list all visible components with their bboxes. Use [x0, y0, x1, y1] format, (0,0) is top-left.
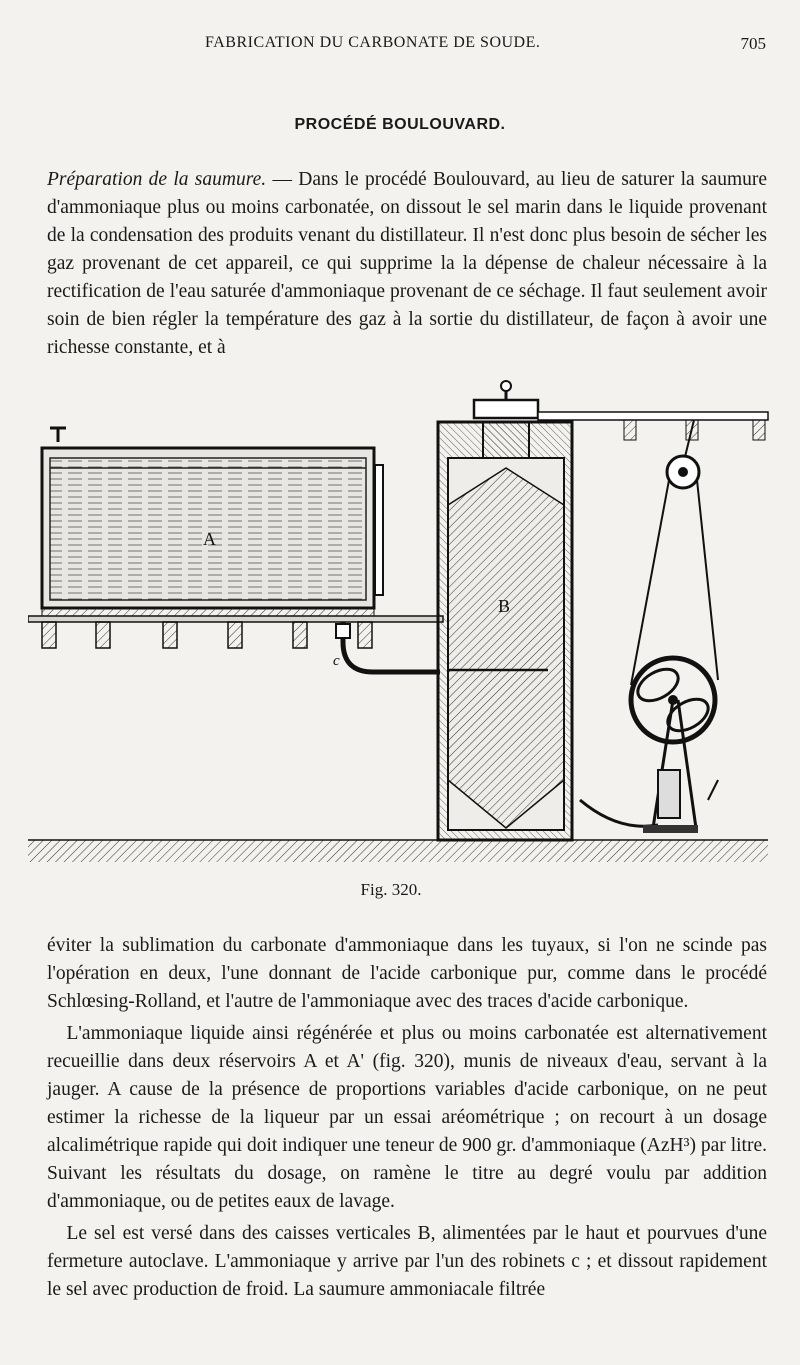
reservoir-a: [42, 428, 383, 616]
support-frame: [28, 616, 443, 648]
label-b: B: [498, 596, 511, 616]
figure-320: [28, 380, 773, 880]
apparatus-illustration: [28, 380, 773, 880]
paragraph: Le sel est versé dans des caisses verticales B, alimentées par le haut et pourvues d'une fermeture autoclave. L'ammoniaque y arrive par l'un des robinets c ; et dissout rapidement le sel avec production de froid. La saumure ammoniacale filtrée: [47, 1223, 767, 1300]
ground: [28, 840, 768, 862]
figure-caption-text: Fig. 320.: [360, 880, 422, 899]
label-c: c: [333, 653, 340, 669]
running-head: [0, 34, 800, 58]
text-block-bottom: [47, 932, 767, 1304]
section-heading: PROCÉDÉ BOULOUVARD.: [294, 116, 506, 133]
paragraph-text: — Dans le procédé Boulouvard, au lieu de saturer la saumure d'ammoniaque plus ou moins carbonatée, on dissout le sel marin dans le liquide provenant de la condensation des produits venant du distillateur. Il n'est donc plus besoin de sécher les gaz provenant de cet appareil, ce qui supprime la la dépense de chaleur nécessaire à la rectification de l'eau saturée d'ammoniaque provenant de ce séchage. Il faut seulement avoir soin de bien régler la température des gaz à la sortie du distillateur, de façon à avoir une richesse constante, et à: [47, 169, 768, 358]
pipe-valve-c: [333, 622, 440, 672]
text-block-top: [47, 166, 767, 362]
page-number: 705: [740, 34, 766, 53]
paragraph: [47, 166, 767, 362]
pump-flywheel: [580, 658, 718, 833]
paragraph: L'ammoniaque liquide ainsi régénérée et plus ou moins carbonatée est alternativement recueillie dans deux réservoirs A et A' (fig. 320), munis de niveaux d'eau, servant à la jauger. A cause de la présence de proportions variables d'acide carbonique, on ne peut estimer la richesse de la liqueur par un essai aréométrique ; on recourt à un dosage alcalimétrique rapide qui doit indiquer une teneur de 900 gr. d'ammoniaque (AzH³) par litre. Suivant les résultats du dosage, on ramène le titre au degré voulu par addition d'ammoniaque, ou de petites eaux de lavage.: [47, 1023, 767, 1212]
figure-caption: [0, 880, 800, 900]
column-b: [438, 381, 572, 840]
paragraph: éviter la sublimation du carbonate d'ammoniaque dans les tuyaux, si l'on ne scinde pas l'opération en deux, l'une donnant de l'acide carbonique pur, comme dans le procédé Schlœsing-Rolland, et l'autre de l'ammoniaque avec des traces d'acide carbonique.: [47, 935, 767, 1012]
run-in-heading: Préparation de la saumure.: [47, 169, 267, 190]
label-a: A: [203, 529, 216, 549]
running-title: FABRICATION DU CARBONATE DE SOUDE.: [205, 34, 541, 51]
